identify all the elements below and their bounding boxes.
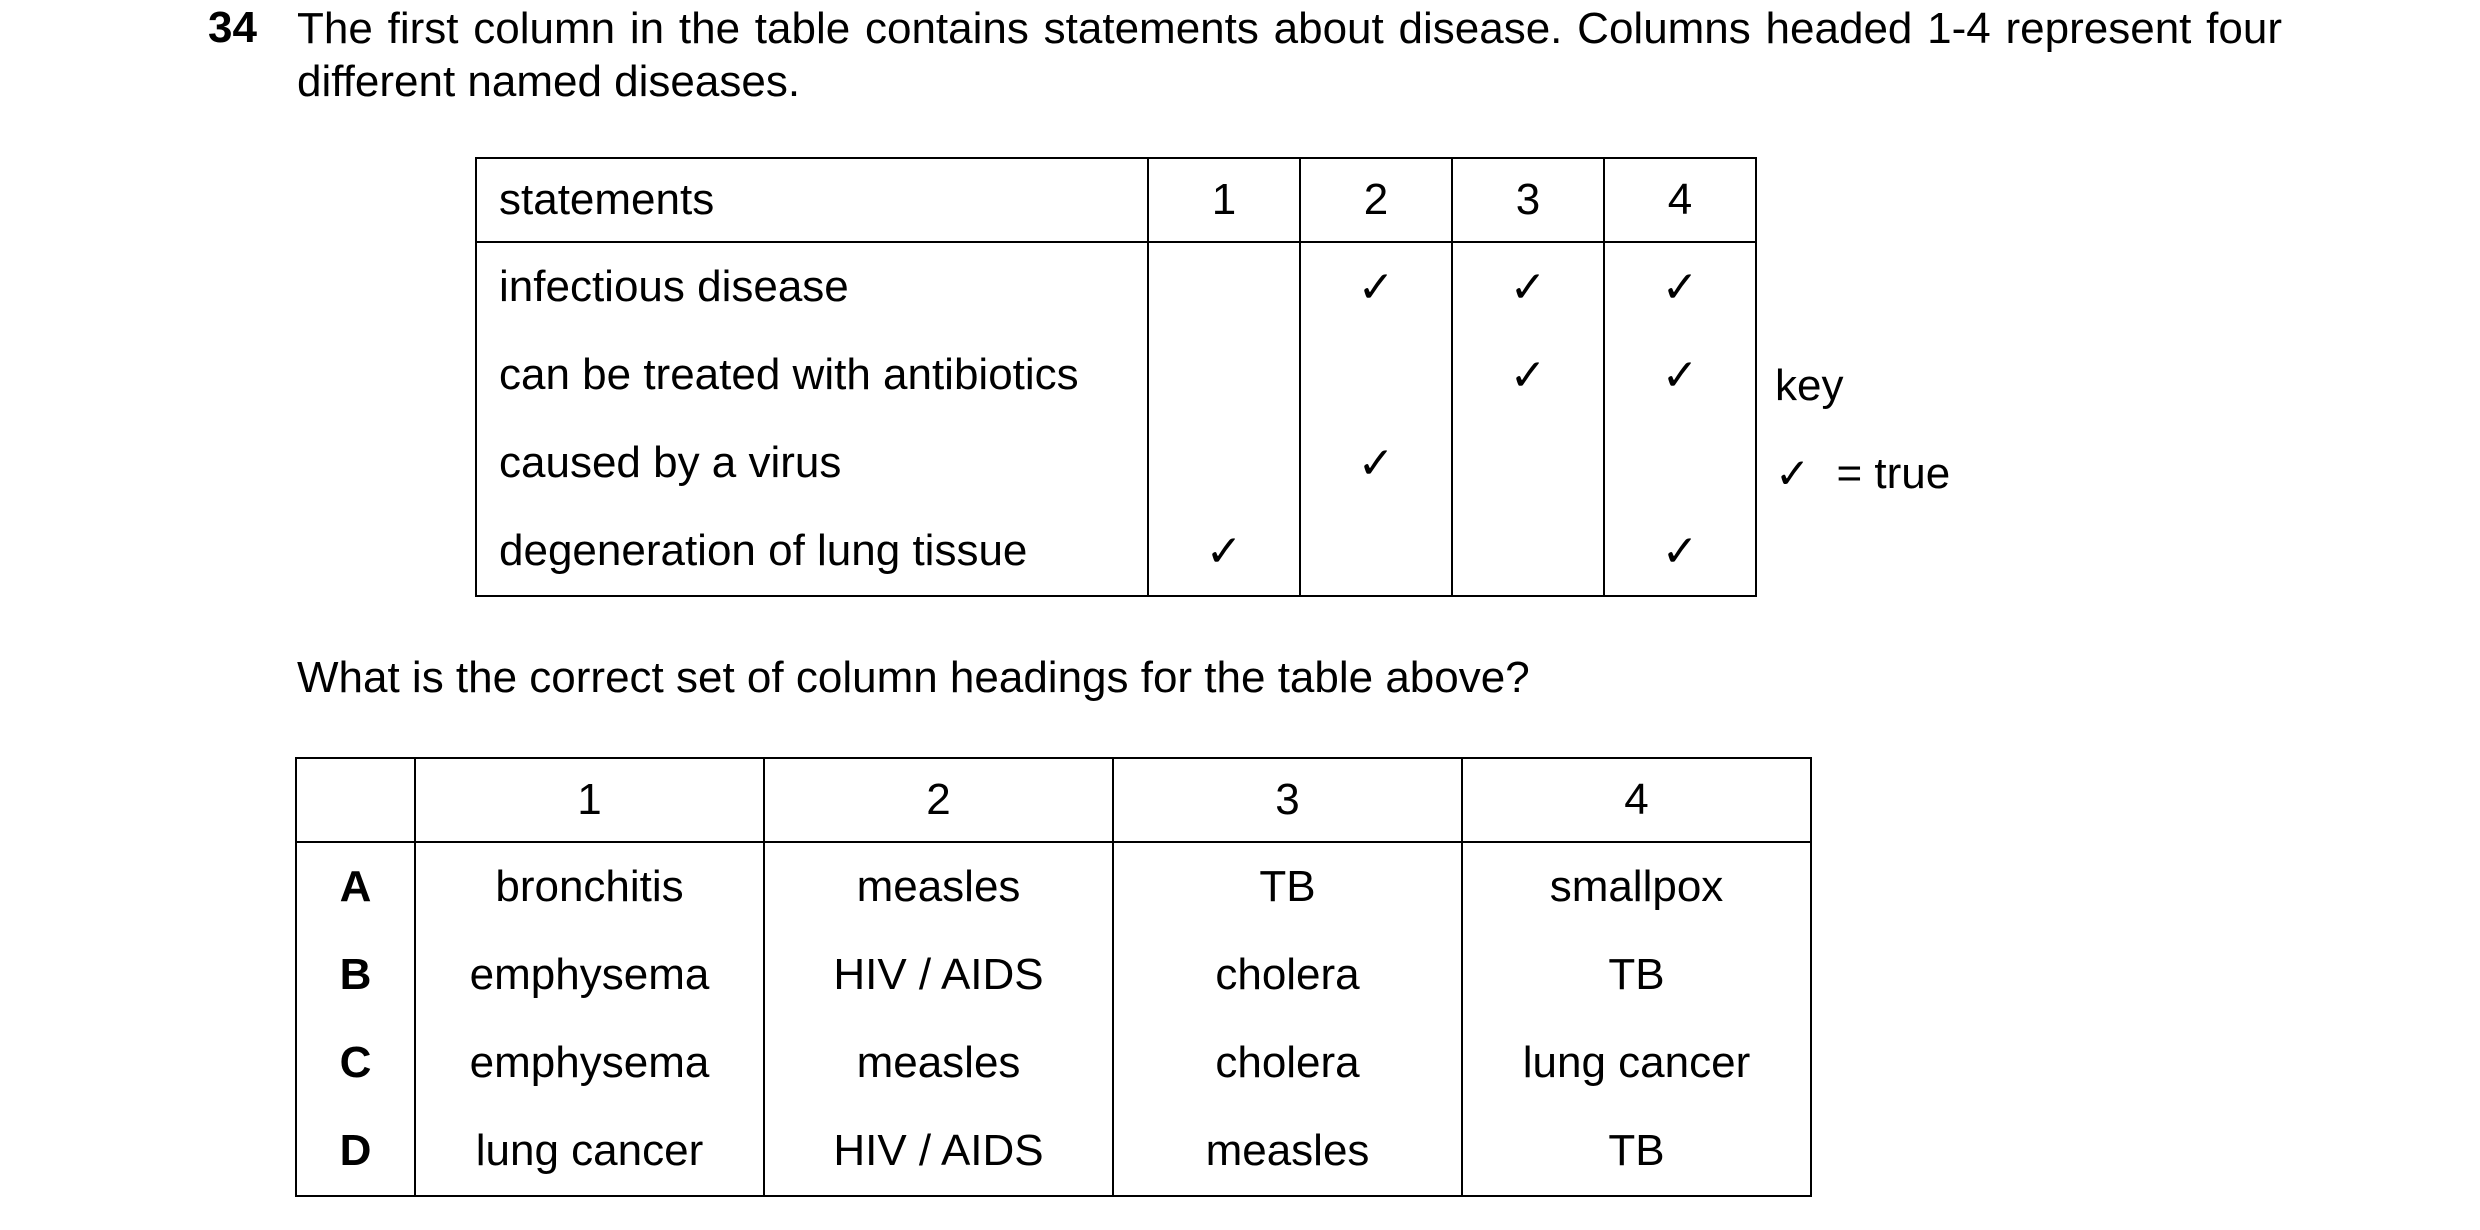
tick-cell	[1604, 419, 1756, 507]
check-icon: ✓	[1775, 449, 1811, 498]
option-cell: smallpox	[1462, 842, 1811, 931]
tick-cell	[1148, 242, 1300, 331]
option-cell: TB	[1462, 931, 1811, 1019]
header-col-4: 4	[1462, 758, 1811, 842]
option-row-d[interactable]	[296, 1107, 1811, 1196]
option-cell: cholera	[1113, 1019, 1462, 1107]
tick-cell: ✓	[1300, 242, 1452, 331]
table-row	[476, 419, 1756, 507]
tick-cell	[1452, 419, 1604, 507]
option-row-c[interactable]	[296, 1019, 1811, 1107]
header-statements: statements	[476, 158, 1148, 242]
tick-cell: ✓	[1148, 507, 1300, 596]
option-row-b[interactable]	[296, 931, 1811, 1019]
option-cell: emphysema	[415, 931, 764, 1019]
tick-cell: ✓	[1300, 419, 1452, 507]
option-letter: B	[296, 931, 415, 1019]
header-col-3: 3	[1452, 158, 1604, 242]
option-cell: measles	[764, 1019, 1113, 1107]
table-row	[476, 242, 1756, 331]
options-table-header	[296, 758, 1811, 842]
question-text: The first column in the table contains statements about disease. Columns headed 1-4 represent four different named diseases.	[297, 4, 2282, 106]
statements-table-header	[476, 158, 1756, 242]
option-cell: lung cancer	[415, 1107, 764, 1196]
tick-cell: ✓	[1604, 331, 1756, 419]
header-blank	[296, 758, 415, 842]
header-col-4: 4	[1604, 158, 1756, 242]
tick-cell	[1148, 419, 1300, 507]
option-letter: C	[296, 1019, 415, 1107]
option-letter: A	[296, 842, 415, 931]
header-col-1: 1	[415, 758, 764, 842]
statement-cell: can be treated with antibiotics	[476, 331, 1148, 419]
option-cell: bronchitis	[415, 842, 764, 931]
option-cell: HIV / AIDS	[764, 1107, 1113, 1196]
tick-cell	[1300, 507, 1452, 596]
key-meaning: = true	[1836, 449, 1951, 498]
option-cell: TB	[1462, 1107, 1811, 1196]
option-letter: D	[296, 1107, 415, 1196]
header-col-3: 3	[1113, 758, 1462, 842]
tick-cell: ✓	[1452, 242, 1604, 331]
table-row	[476, 507, 1756, 596]
question-number: 34	[208, 3, 257, 52]
header-col-2: 2	[1300, 158, 1452, 242]
question-prompt: What is the correct set of column headings for the table above?	[297, 653, 1530, 702]
tick-cell	[1300, 331, 1452, 419]
statements-table	[475, 157, 1757, 597]
tick-cell: ✓	[1604, 507, 1756, 596]
option-cell: emphysema	[415, 1019, 764, 1107]
table-row	[476, 331, 1756, 419]
tick-cell: ✓	[1452, 331, 1604, 419]
option-cell: cholera	[1113, 931, 1462, 1019]
option-cell: HIV / AIDS	[764, 931, 1113, 1019]
header-col-1: 1	[1148, 158, 1300, 242]
key-title: key	[1775, 361, 1844, 410]
statement-cell: infectious disease	[476, 242, 1148, 331]
options-table	[295, 757, 1812, 1197]
option-cell: measles	[1113, 1107, 1462, 1196]
tick-cell	[1452, 507, 1604, 596]
tick-cell: ✓	[1604, 242, 1756, 331]
header-col-2: 2	[764, 758, 1113, 842]
tick-cell	[1148, 331, 1300, 419]
key-legend	[1775, 448, 1950, 500]
option-cell: TB	[1113, 842, 1462, 931]
option-row-a[interactable]	[296, 842, 1811, 931]
statement-cell: degeneration of lung tissue	[476, 507, 1148, 596]
statement-cell: caused by a virus	[476, 419, 1148, 507]
option-cell: lung cancer	[1462, 1019, 1811, 1107]
option-cell: measles	[764, 842, 1113, 931]
